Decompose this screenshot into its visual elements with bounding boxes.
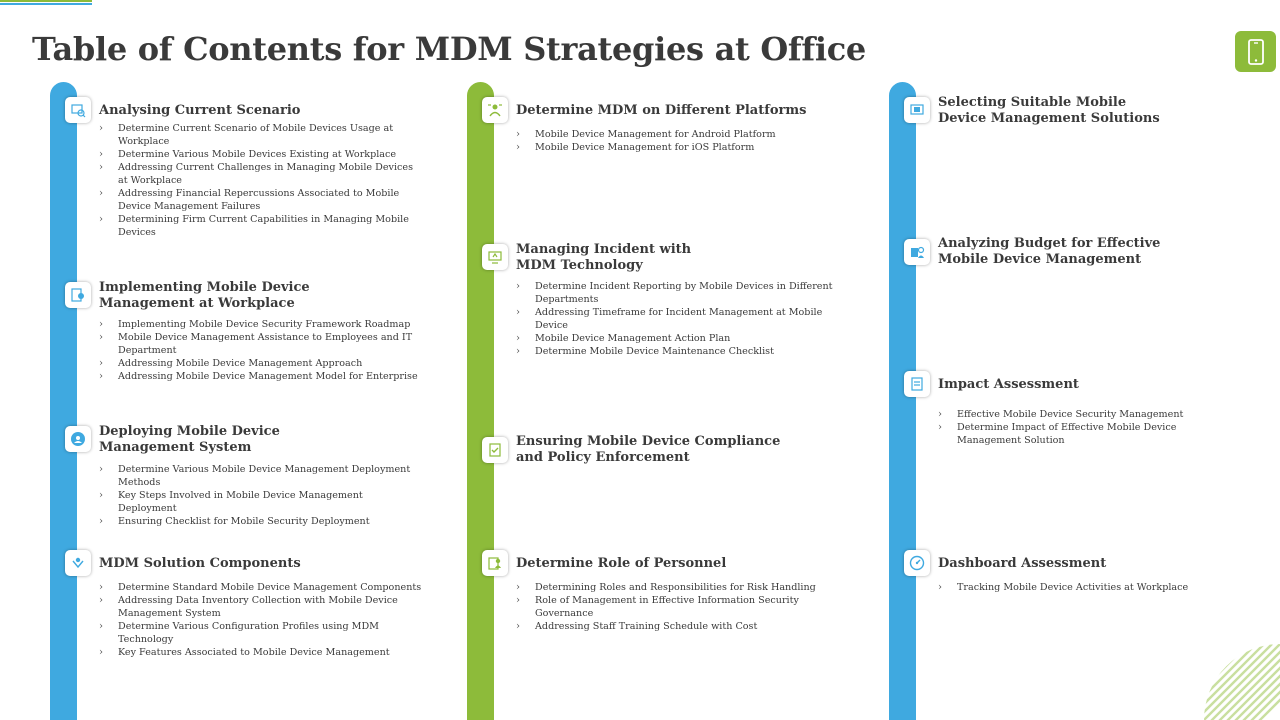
list-item: › Determine Various Mobile Devices Existing at Workplace	[99, 148, 419, 161]
column-1-bar	[50, 82, 77, 720]
section-item-list	[99, 122, 419, 239]
list-item: › Ensuring Checklist for Mobile Security Deployment	[99, 515, 419, 528]
list-item: › Addressing Financial Repercussions Associated to Mobile Device Management Failures	[99, 187, 419, 213]
section-title: Determine Role of Personnel	[516, 556, 727, 571]
list-item: › Determining Firm Current Capabilities in Managing Mobile Devices	[99, 213, 419, 239]
list-item: › Mobile Device Management Assistance to Employees and IT Department	[99, 331, 419, 357]
incident-icon	[482, 244, 508, 270]
section-title: Managing Incident with MDM Technology	[516, 242, 692, 273]
section-item-list	[516, 128, 846, 154]
section-item-list	[938, 581, 1238, 594]
section-item-list	[99, 581, 429, 659]
section-title: Selecting Suitable Mobile Device Management Solutions	[938, 95, 1160, 126]
scenario-analysis-icon	[65, 97, 91, 123]
section-title: Impact Assessment	[938, 377, 1079, 392]
section-title: Analysing Current Scenario	[99, 103, 301, 118]
list-item: › Mobile Device Management for Android Platform	[516, 128, 846, 141]
list-item: › Determining Roles and Responsibilities for Risk Handling	[516, 581, 846, 594]
list-item: › Addressing Staff Training Schedule with Cost	[516, 620, 846, 633]
list-item: › Role of Management in Effective Information Security Governance	[516, 594, 846, 620]
section-title: Ensuring Mobile Device Compliance and Policy Enforcement	[516, 434, 781, 465]
list-item: › Determine Various Configuration Profiles using MDM Technology	[99, 620, 429, 646]
deployment-icon	[65, 426, 91, 452]
section-item-list	[516, 581, 846, 633]
components-icon	[65, 550, 91, 576]
section-title: Deploying Mobile Device Management System	[99, 424, 280, 455]
section-item-list	[99, 463, 419, 528]
page-title: Table of Contents for MDM Strategies at Office	[32, 30, 866, 68]
dashboard-icon	[904, 550, 930, 576]
list-item: › Implementing Mobile Device Security Framework Roadmap	[99, 318, 419, 331]
compliance-icon	[482, 437, 508, 463]
list-item: › Key Features Associated to Mobile Device Management	[99, 646, 429, 659]
list-item: › Effective Mobile Device Security Management	[938, 408, 1238, 421]
impact-icon	[904, 371, 930, 397]
platforms-icon	[482, 97, 508, 123]
list-item: › Key Steps Involved in Mobile Device Management Deployment	[99, 489, 419, 515]
list-item: › Determine Standard Mobile Device Management Components	[99, 581, 429, 594]
list-item: › Determine Current Scenario of Mobile Devices Usage at Workplace	[99, 122, 419, 148]
list-item: › Addressing Mobile Device Management Approach	[99, 357, 419, 370]
decorative-stripes	[1194, 644, 1280, 720]
list-item: › Addressing Data Inventory Collection with Mobile Device Management System	[99, 594, 429, 620]
list-item: › Determine Mobile Device Maintenance Checklist	[516, 345, 846, 358]
list-item: › Addressing Current Challenges in Managing Mobile Devices at Workplace	[99, 161, 419, 187]
section-title: Determine MDM on Different Platforms	[516, 103, 807, 118]
section-item-list	[938, 408, 1238, 447]
section-title: Dashboard Assessment	[938, 556, 1107, 571]
personnel-icon	[482, 550, 508, 576]
solution-selection-icon	[904, 97, 930, 123]
section-title: MDM Solution Components	[99, 556, 301, 571]
section-item-list	[99, 318, 419, 383]
top-accent-stripe	[0, 0, 92, 5]
list-item: › Addressing Mobile Device Management Model for Enterprise	[99, 370, 419, 383]
list-item: › Tracking Mobile Device Activities at Workplace	[938, 581, 1238, 594]
column-3-bar	[889, 82, 916, 720]
column-2-bar	[467, 82, 494, 720]
list-item: › Mobile Device Management for iOS Platform	[516, 141, 846, 154]
mobile-phone-icon	[1235, 31, 1276, 72]
section-title: Implementing Mobile Device Management at Workplace	[99, 280, 310, 311]
list-item: › Addressing Timeframe for Incident Management at Mobile Device	[516, 306, 846, 332]
list-item: › Determine Impact of Effective Mobile Device Management Solution	[938, 421, 1238, 447]
section-item-list	[516, 280, 846, 358]
list-item: › Determine Incident Reporting by Mobile Devices in Different Departments	[516, 280, 846, 306]
budget-icon	[904, 239, 930, 265]
section-title: Analyzing Budget for Effective Mobile Device Management	[938, 236, 1161, 267]
list-item: › Mobile Device Management Action Plan	[516, 332, 846, 345]
implementation-icon	[65, 282, 91, 308]
list-item: › Determine Various Mobile Device Management Deployment Methods	[99, 463, 419, 489]
